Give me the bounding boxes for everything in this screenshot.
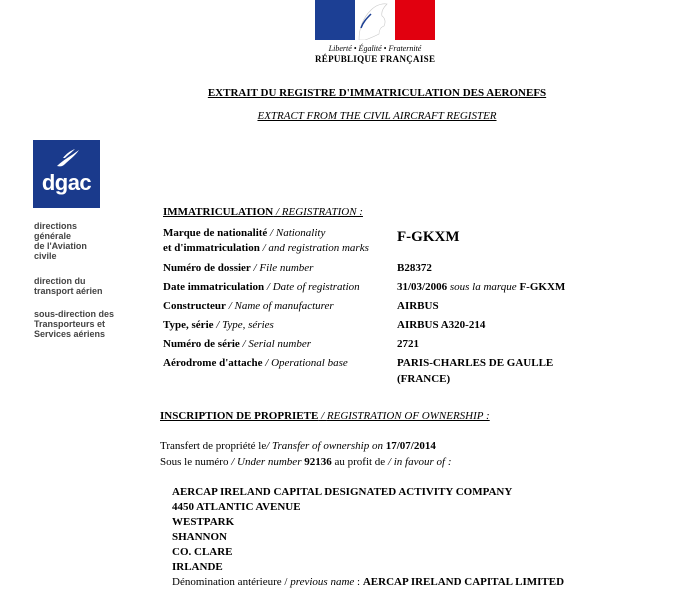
favour-en: / in favour of : [387, 456, 452, 468]
sidebar-direction-transport [34, 276, 124, 296]
sidebar-text: sous-direction des Transporteurs et Services aériens [34, 309, 115, 339]
label-separator: / [267, 227, 276, 239]
label-en: File number [259, 262, 314, 274]
label-fr: Constructeur [163, 300, 226, 312]
owner-address-line: 4450 ATLANTIC AVENUE [172, 501, 301, 513]
label-fr: Numéro de dossier [163, 262, 251, 274]
number-value: 92136 [304, 456, 332, 468]
label-en: Type, séries [222, 319, 274, 331]
dgac-bird-icon [55, 146, 81, 170]
number-en: / Under number [228, 456, 305, 468]
previous-fr: Dénomination antérieure / [172, 576, 291, 588]
motto-text: Liberté • Égalité • Fraternité [328, 44, 422, 53]
owner-name: AERCAP IRELAND CAPITAL DESIGNATED ACTIVITY COMPANY [172, 486, 513, 498]
ownership-heading [160, 410, 490, 422]
republique-francaise-logo [315, 0, 435, 76]
republic-name: RÉPUBLIQUE FRANÇAISE [315, 54, 436, 64]
label-en: Serial number [248, 338, 311, 350]
date-value: 31/03/2006 [397, 281, 448, 293]
label-en: and registration marks [268, 242, 369, 254]
label-fr: Marque de nationalité [163, 227, 268, 239]
registration-mark-value: F-GKXM [397, 229, 460, 245]
previous-name-line [172, 576, 564, 588]
label-separator: / [239, 338, 249, 350]
type-series-value: AIRBUS A320-214 [397, 319, 486, 331]
registration-heading-fr: IMMATRICULATION [163, 206, 274, 218]
transfer-line [160, 440, 436, 452]
number-fr: Sous le numéro [160, 456, 229, 468]
previous-value: AERCAP IRELAND CAPITAL LIMITED [362, 576, 565, 588]
label-nationality-marks-line2 [163, 241, 369, 255]
sidebar-direction-generale [34, 221, 124, 261]
file-number-value: B28372 [397, 262, 432, 274]
label-fr: Date immatriculation [163, 281, 265, 293]
registration-heading [163, 206, 363, 218]
operational-base-country: (FRANCE) [397, 373, 451, 385]
owner-address-line: WESTPARK [172, 516, 235, 528]
label-fr: Aérodrome d'attache [163, 357, 263, 369]
label-separator: / [262, 357, 272, 369]
label-en: Name of manufacturer [234, 300, 334, 312]
previous-en: previous name [290, 576, 355, 588]
heading-separator: / [273, 206, 282, 218]
date-mark: F-GKXM [519, 281, 566, 293]
transfer-fr: Transfert de propriété le [160, 440, 267, 452]
registration-heading-en: REGISTRATION : [281, 206, 363, 218]
label-manufacturer [163, 299, 334, 313]
label-separator: / [225, 300, 235, 312]
label-type-series [163, 318, 274, 332]
label-fr: Numéro de série [163, 338, 240, 350]
label-serial-number [163, 337, 311, 351]
owner-address-line: SHANNON [172, 531, 228, 543]
sidebar-sous-direction [34, 309, 130, 339]
label-file-number [163, 261, 313, 275]
dgac-logo [33, 140, 100, 208]
operational-base-value: PARIS-CHARLES DE GAULLE [397, 357, 554, 369]
previous-sep: : [354, 576, 363, 588]
label-separator: / [259, 242, 269, 254]
label-separator: / [264, 281, 273, 293]
label-nationality-marks [163, 226, 325, 240]
owner-country: IRLANDE [172, 561, 223, 573]
label-registration-date [163, 280, 360, 294]
number-line [160, 456, 452, 468]
ownership-heading-fr: INSCRIPTION DE PROPRIETE [160, 410, 319, 422]
heading-separator: / [318, 410, 327, 422]
label-fr: Type, série [163, 319, 214, 331]
marianne-flag-icon [315, 0, 435, 40]
manufacturer-value: AIRBUS [397, 300, 439, 312]
dgac-logo-text: dgac [41, 170, 92, 195]
label-fr: et d'immatriculation [163, 242, 260, 254]
favour-fr: au profit de [331, 456, 388, 468]
owner-address-line: CO. CLARE [172, 546, 233, 558]
document-subtitle: EXTRACT FROM THE CIVIL AIRCRAFT REGISTER [257, 110, 497, 122]
label-en: Date of registration [272, 281, 360, 293]
ownership-heading-en: REGISTRATION OF OWNERSHIP : [326, 410, 490, 422]
sidebar-text: direction du transport aérien [34, 276, 103, 296]
date-note: sous la marque [449, 281, 517, 293]
registration-date-value [397, 280, 565, 294]
label-en: Nationality [275, 227, 326, 239]
label-separator: / [250, 262, 260, 274]
label-en: Operational base [271, 357, 348, 369]
sidebar-text: directions générale de l'Aviation civile [34, 221, 87, 261]
transfer-en: / Transfer of ownership on [266, 440, 386, 452]
document-title: EXTRAIT DU REGISTRE D'IMMATRICULATION DES AERONEFS [207, 87, 547, 99]
label-operational-base [163, 356, 348, 370]
transfer-date: 17/07/2014 [385, 440, 436, 452]
serial-number-value: 2721 [397, 338, 419, 350]
label-separator: / [213, 319, 223, 331]
